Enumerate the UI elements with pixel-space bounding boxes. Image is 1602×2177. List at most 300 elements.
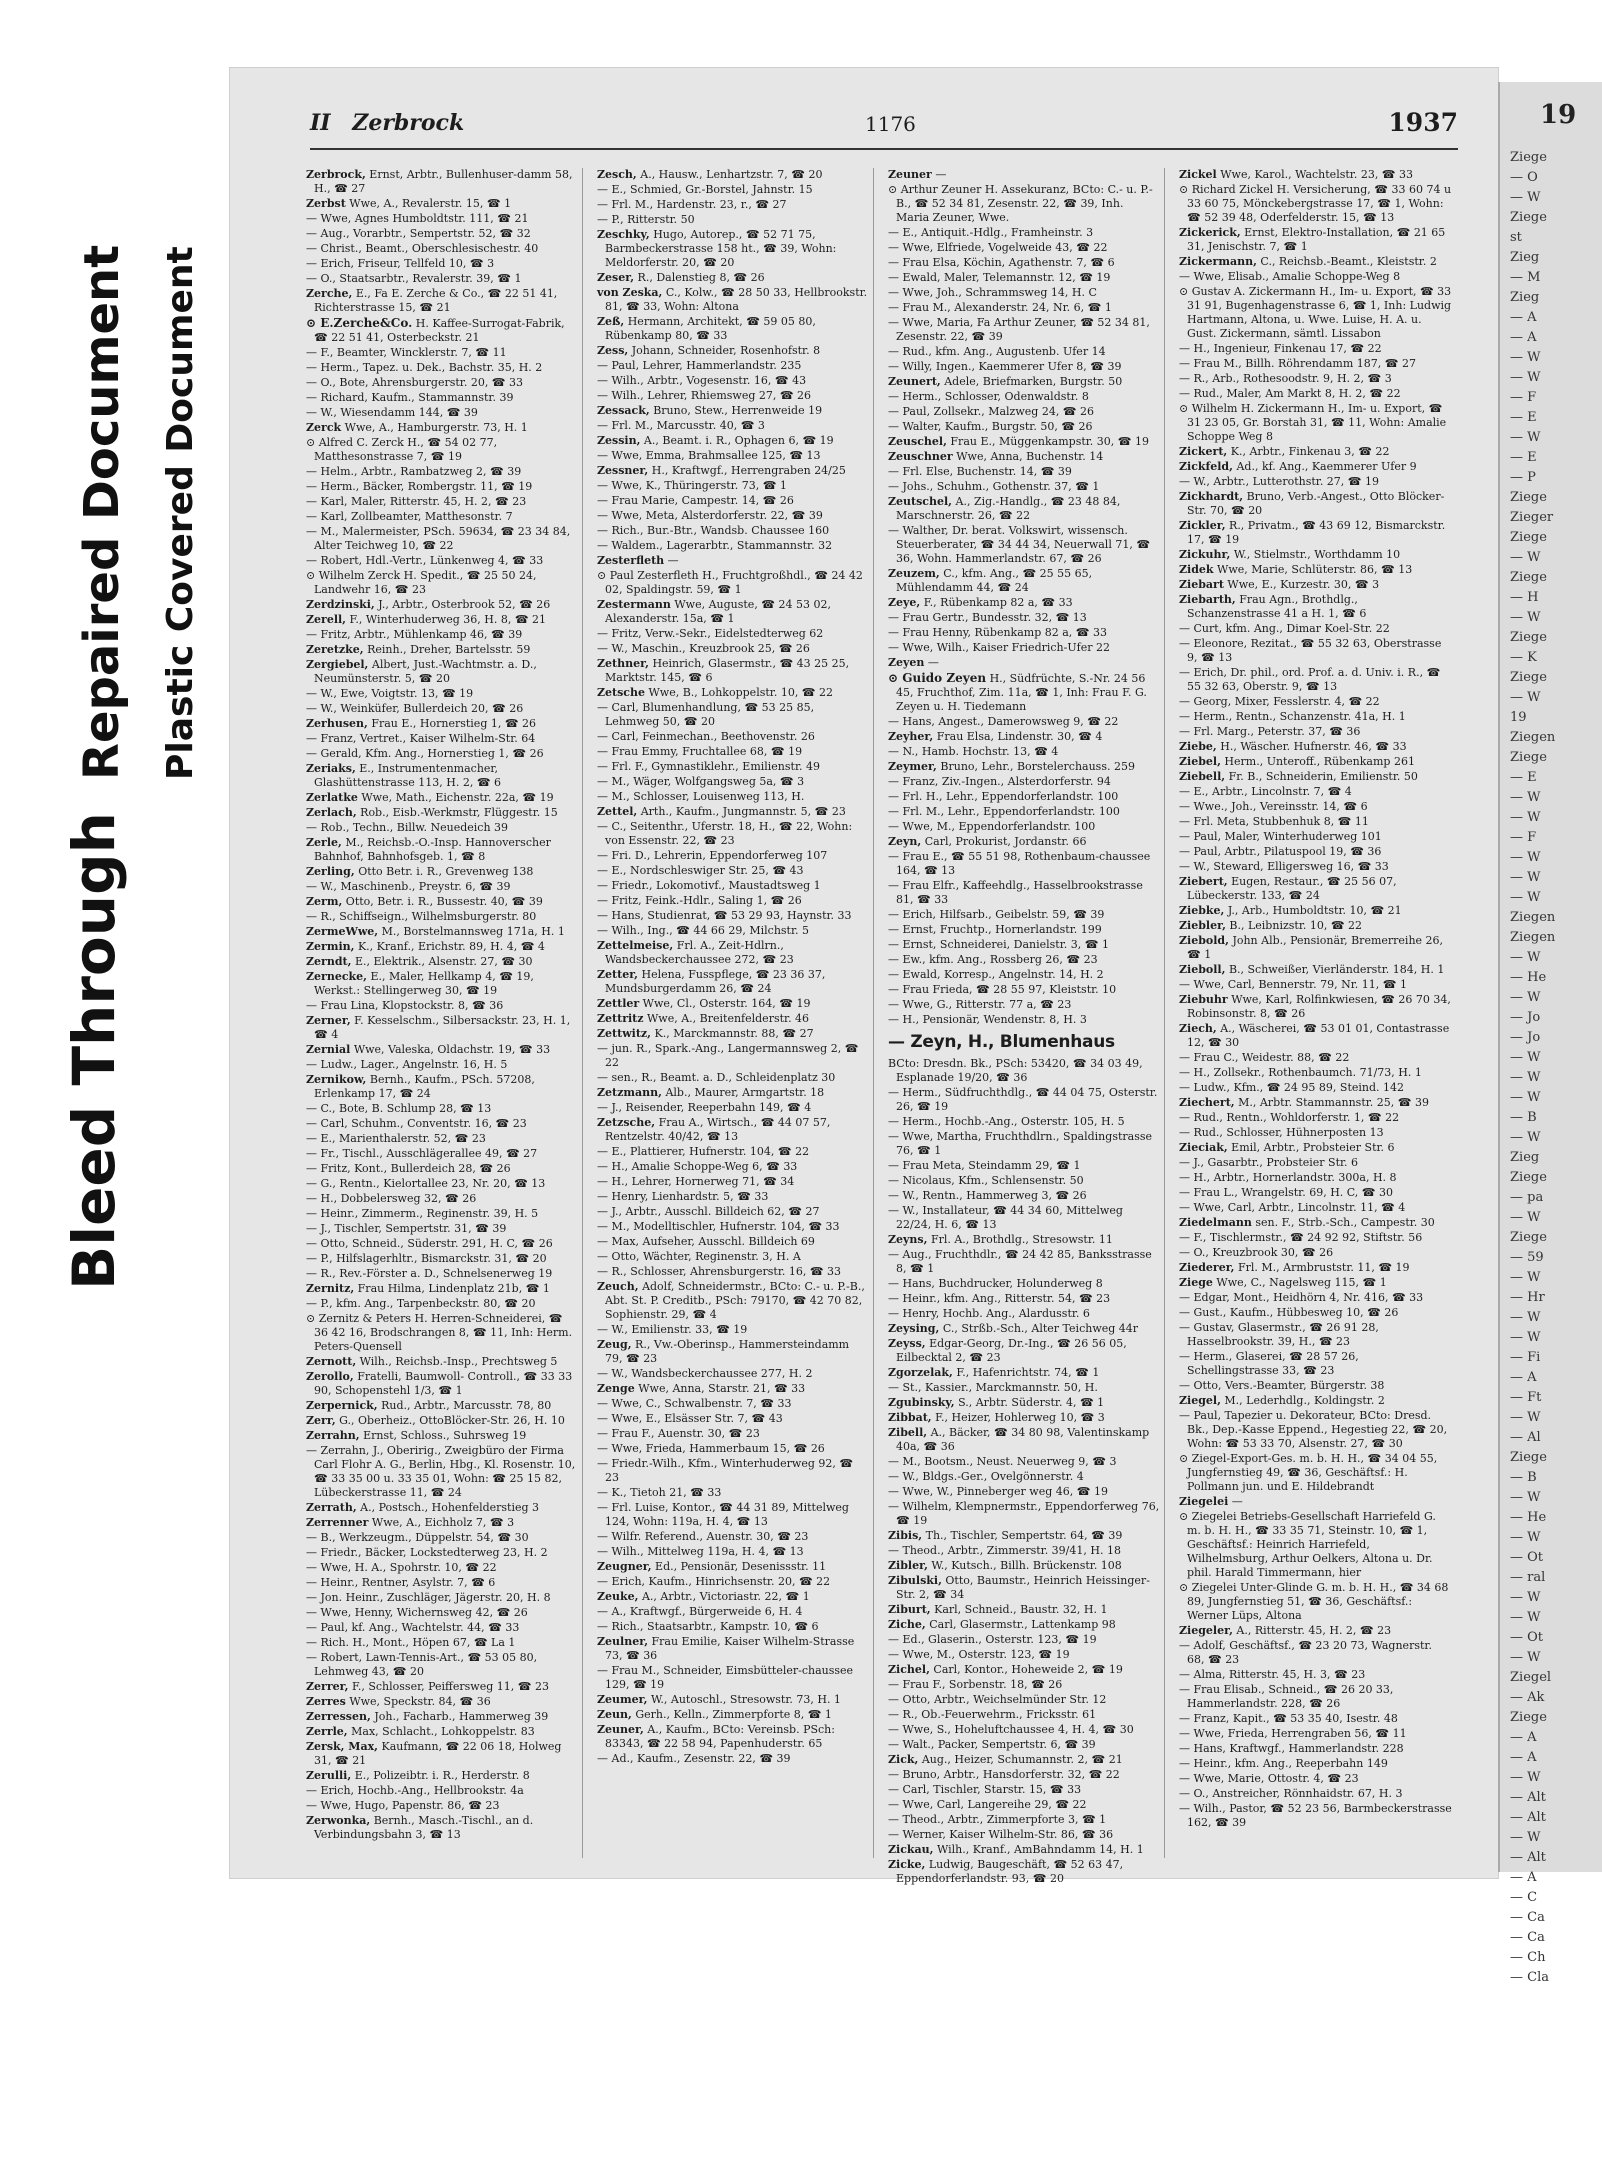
entry-text: — Frl. M., Lehr., Eppendorferlandstr. 100 [888, 805, 1120, 818]
entry-text: — W., Maschin., Kreuzbrook 25, ☎ 26 [597, 642, 810, 655]
adjacent-line: — W [1510, 1530, 1541, 1545]
directory-entry [597, 1205, 869, 1219]
entry-text: H., Kraftwgf., Herrengraben 24/25 [651, 464, 846, 477]
directory-entry [1179, 183, 1452, 225]
bleed-through-stamp: Bleed Through [60, 812, 128, 1290]
entry-text: Gerh., Kelln., Zimmerpforte 8, ☎ 1 [635, 1708, 832, 1721]
entry-text: — Frau E., ☎ 55 51 98, Rothenbaum-chaussee 164, ☎ 13 [888, 850, 1151, 877]
directory-entry [888, 790, 1160, 804]
adjacent-line: — Ch [1510, 1950, 1546, 1965]
directory-entry [888, 730, 1160, 744]
directory-entry [306, 747, 578, 761]
entry-text: — Erich, Friseur, Tellfeld 10, ☎ 3 [306, 257, 495, 270]
adjacent-line: 19 [1510, 710, 1527, 725]
directory-entry [306, 658, 578, 686]
directory-entry [1179, 1742, 1452, 1756]
directory-entry [306, 598, 578, 612]
entry-text: — Friedr.-Wilh., Kfm., Winterhuderweg 92, ☎ 23 [597, 1457, 854, 1484]
entry-text: — P., kfm. Ang., Tarpenbeckstr. 80, ☎ 20 [306, 1297, 536, 1310]
adjacent-line: — W [1510, 1490, 1541, 1505]
entry-text: — Heinr., Zimmerm., Reginenstr. 39, H. 5 [306, 1207, 539, 1220]
directory-entry [597, 494, 869, 508]
directory-entry [888, 241, 1160, 255]
directory-entry [597, 389, 869, 403]
directory-entry [1179, 1081, 1452, 1095]
entry-text: — W., Installateur, ☎ 44 34 60, Mittelweg 22/24, H. 6, ☎ 13 [888, 1204, 1123, 1231]
entry-text: — Wwe, E., Elsässer Str. 7, ☎ 43 [597, 1412, 783, 1425]
entry-name: Ziche, [888, 1618, 926, 1631]
entry-text: Wwe, A., Hamburgerstr. 73, H. 1 [344, 421, 528, 434]
adjacent-line: — B [1510, 1470, 1537, 1485]
entry-name: Zeumer, [597, 1693, 648, 1706]
directory-entry [597, 909, 869, 923]
directory-entry [888, 1159, 1160, 1173]
entry-text: — Frau L., Wrangelstr. 69, H. C, ☎ 30 [1179, 1186, 1394, 1199]
directory-entry [306, 1444, 578, 1500]
entry-text: — Franz, Ziv.-Ingen., Alsterdorferstr. 94 [888, 775, 1111, 788]
entry-text: F., Hafenrichtstr. 74, ☎ 1 [956, 1366, 1100, 1379]
entry-text: E., Fa E. Zerche & Co., ☎ 22 51 41, Richterstrasse 15, ☎ 21 [314, 287, 558, 314]
entry-text: — Herm., Südfruchthdlg., ☎ 44 04 75, Osterstr. 26, ☎ 19 [888, 1086, 1158, 1113]
entry-text: — St., Kassier., Marckmannstr. 50, H. [888, 1381, 1098, 1394]
directory-entry [888, 226, 1160, 240]
entry-text: — Ad., Kaufm., Zesenstr. 22, ☎ 39 [597, 1752, 791, 1765]
entry-text: — Herm., Schlosser, Odenwaldstr. 8 [888, 390, 1089, 403]
directory-entry [597, 434, 869, 448]
directory-entry [888, 656, 1160, 670]
entry-text: — Gust., Kaufm., Hübbesweg 10, ☎ 26 [1179, 1306, 1399, 1319]
adjacent-line: — W [1510, 850, 1541, 865]
entry-name: Zeye, [888, 596, 921, 609]
entry-text: E., Elektrik., Alsenstr. 27, ☎ 30 [354, 955, 533, 968]
directory-entry [597, 1265, 869, 1279]
directory-entry [597, 1560, 869, 1574]
entry-text: — C., Bote, B. Schlump 28, ☎ 13 [306, 1102, 492, 1115]
directory-entry [888, 1663, 1160, 1677]
adjacent-line: — W [1510, 1090, 1541, 1105]
entry-text: — [927, 656, 939, 669]
directory-entry [888, 435, 1160, 449]
entry-text: Wwe, A., Breitenfelderstr. 46 [647, 1012, 810, 1025]
directory-entry [306, 1784, 578, 1798]
entry-text: M., Arbtr. Stammannstr. 25, ☎ 39 [1238, 1096, 1429, 1109]
directory-entry [306, 628, 578, 642]
directory-entry [597, 1708, 869, 1722]
directory-entry [888, 524, 1160, 566]
adjacent-line: — Alt [1510, 1850, 1546, 1865]
entry-text: ⊙ Wilhelm H. Zickermann H., Im- u. Export, ☎ 31 23 05, Gr. Borstah 31, ☎ 11, Wohn: Amalie Schoppe Weg 8 [1179, 402, 1447, 443]
directory-entry [888, 405, 1160, 419]
entry-text: — Wwe, G., Ritterstr. 77 a, ☎ 23 [888, 998, 1072, 1011]
directory-entry [1179, 815, 1452, 829]
directory-entry [1179, 168, 1452, 182]
adjacent-line: — A [1510, 310, 1537, 325]
directory-entry [1179, 1802, 1452, 1830]
entry-name: von Zeska, [597, 286, 663, 299]
entry-name: Zettler [597, 997, 640, 1010]
entry-name: Ziebold, [1179, 934, 1229, 947]
entry-text: — W., Wandsbeckerchaussee 277, H. 2 [597, 1367, 813, 1380]
entry-text: Carl, Prokurist, Jordanstr. 66 [924, 835, 1087, 848]
adjacent-line: Ziege [1510, 670, 1547, 685]
entry-text: — Hans, Buchdrucker, Holunderweg 8 [888, 1277, 1103, 1290]
directory-entry [1179, 770, 1452, 784]
entry-text: — Edgar, Mont., Heidhörn 4, Nr. 416, ☎ 33 [1179, 1291, 1424, 1304]
entry-text: — Paul, Zollsekr., Malzweg 24, ☎ 26 [888, 405, 1095, 418]
entry-name: Zickau, [888, 1843, 934, 1856]
entry-text: E., Maler, Hellkamp 4, ☎ 19, Werkst.: Stellingerweg 30, ☎ 19 [314, 970, 534, 997]
directory-entry [1179, 1712, 1452, 1726]
entry-text: Wilh., Kranf., AmBahndamm 14, H. 1 [936, 1843, 1144, 1856]
directory-entry [597, 1397, 869, 1411]
directory-entry [597, 790, 869, 804]
entry-name: Zesch, [597, 168, 637, 181]
entry-text: Carl, Kontor., Hoheweide 2, ☎ 19 [933, 1663, 1123, 1676]
entry-name: Zerrahn, [306, 1429, 360, 1442]
entry-text: Karl, Schneid., Baustr. 32, H. 1 [934, 1603, 1108, 1616]
entry-name: Zeß, [597, 315, 625, 328]
directory-entry [306, 1267, 578, 1281]
entry-text: — O., Bote, Ahrensburgerstr. 20, ☎ 33 [306, 376, 524, 389]
entry-text: — F., Tischlermstr., ☎ 24 92 92, Stiftstr. 56 [1179, 1231, 1423, 1244]
entry-name: Zergiebel, [306, 658, 369, 671]
directory-entry [888, 450, 1160, 464]
entry-text: — jun. R., Spark.-Ang., Langermannsweg 2, ☎ 22 [597, 1042, 859, 1069]
entry-name: Zerpernick, [306, 1399, 378, 1412]
entry-name: Zeyher, [888, 730, 934, 743]
entry-name: Ziegelei [1179, 1495, 1229, 1508]
entry-text: — Frl. Meta, Stubbenhuk 8, ☎ 11 [1179, 815, 1369, 828]
entry-text: — Frau Marie, Campestr. 14, ☎ 26 [597, 494, 794, 507]
entry-name: Zernial [306, 1043, 351, 1056]
entry-text: Bernh., Kaufm., PSch. 57208, Erlenkamp 17, ☎ 24 [314, 1073, 535, 1100]
entry-text: A., Arbtr., Victoriastr. 22, ☎ 1 [641, 1590, 810, 1603]
directory-entry [306, 865, 578, 879]
entry-text: Bruno, Lehr., Borstelerchauss. 259 [940, 760, 1135, 773]
directory-entry [597, 539, 869, 553]
entry-text: ⊙ Ziegelei Betriebs-Gesellschaft Harriefeld G. m. b. H. H., ☎ 33 35 71, Steinstr. 10, ☎ 1, Geschäftsf.: Heinrich Harriefeld, Wilhelmsburg, Arthur Oelkers, Altona u. Dr. phil. Harald Timmermann, hier [1179, 1510, 1436, 1579]
entry-text: — Ed., Glaserin., Osterstr. 123, ☎ 19 [888, 1633, 1097, 1646]
entry-text: — P., Hilfslagerhltr., Bismarckstr. 31, ☎ 20 [306, 1252, 547, 1265]
entry-text: — Walt., Packer, Sempertstr. 6, ☎ 39 [888, 1738, 1096, 1751]
entry-name: Zeuner, [597, 1723, 644, 1736]
directory-entry [306, 1710, 578, 1724]
entry-text: — Carl, Schuhm., Conventstr. 16, ☎ 23 [306, 1117, 527, 1130]
directory-entry [1179, 993, 1452, 1021]
entry-text: — Wwe, W., Pinneberger weg 46, ☎ 19 [888, 1485, 1108, 1498]
directory-entry [306, 391, 578, 405]
entry-text: W., Kutsch., Billh. Brückenstr. 108 [931, 1559, 1122, 1572]
entry-text: Herm., Unteroff., Rübenkamp 261 [1224, 755, 1415, 768]
adjacent-line: Zieger [1510, 510, 1554, 525]
directory-entry [597, 775, 869, 789]
entry-name: Ziebell, [1179, 770, 1226, 783]
entry-text: — Paul, Tapezier u. Dekorateur, BCto: Dresd. Bk., Dep.-Kasse Eppend., Hegestieg 22, ☎ 20, Wohn: ☎ 53 33 70, Alsenstr. 27, ☎ 30 [1179, 1409, 1448, 1450]
entry-text: — E., Schmied, Gr.-Borstel, Jahnstr. 15 [597, 183, 813, 196]
column-4 [1179, 168, 1456, 1858]
directory-entry [888, 465, 1160, 479]
directory-entry [306, 272, 578, 286]
entry-name: Zeuschner [888, 450, 953, 463]
entry-text: — Jon. Heinr., Zuschläger, Jägerstr. 20, H. 8 [306, 1591, 551, 1604]
entry-text: — Wwe, Carl, Langereihe 29, ☎ 22 [888, 1798, 1087, 1811]
entry-text: Edgar-Georg, Dr.-Ing., ☎ 26 56 05, Eilbecktal 2, ☎ 23 [896, 1337, 1127, 1364]
entry-text: — Gerald, Kfm. Ang., Hornerstieg 1, ☎ 26 [306, 747, 544, 760]
column-1 [306, 168, 583, 1858]
directory-entry [306, 1516, 578, 1530]
directory-entry [597, 864, 869, 878]
entry-text: — H., Arbtr., Hornerlandstr. 300a, H. 8 [1179, 1171, 1397, 1184]
entry-text: — Rud., kfm. Ang., Augustenb. Ufer 14 [888, 345, 1106, 358]
directory-entry [306, 791, 578, 805]
directory-entry [888, 850, 1160, 878]
directory-entry [597, 760, 869, 774]
directory-entry [306, 316, 578, 345]
entry-text: — Rud., Maler, Am Markt 8, H. 2, ☎ 22 [1179, 387, 1401, 400]
directory-entry [306, 1651, 578, 1679]
directory-entry [888, 1322, 1160, 1336]
entry-text: H., Südfrüchte, S.-Nr. 24 56 45, Fruchthof, Zim. 11a, ☎ 1, Inh: Frau F. G. Zeyen u. H. Tiedemann [896, 672, 1147, 713]
entry-text: Wilh., Reichsb.-Insp., Prechtsweg 5 [359, 1355, 558, 1368]
directory-entry [888, 1013, 1160, 1027]
entry-name: Ziebe, [1179, 740, 1217, 753]
entry-name: Zerr, [306, 1414, 336, 1427]
adjacent-line: Ziegen [1510, 730, 1556, 745]
entry-text: — H., Lehrer, Hornerweg 71, ☎ 34 [597, 1175, 795, 1188]
entry-text: — Wwe, Joh., Schrammsweg 14, H. C [888, 286, 1097, 299]
directory-entry [597, 315, 869, 343]
directory-entry [1179, 1141, 1452, 1155]
directory-entry [888, 1248, 1160, 1276]
directory-entry [888, 611, 1160, 625]
directory-entry [597, 1160, 869, 1174]
directory-entry [888, 641, 1160, 655]
directory-entry [597, 1116, 869, 1144]
directory-entry [888, 183, 1160, 225]
directory-entry [888, 1544, 1160, 1558]
entry-text: — O., Staatsarbtr., Revalerstr. 39, ☎ 1 [306, 272, 522, 285]
directory-entry [597, 198, 869, 212]
entry-text: — J., Arbtr., Ausschl. Billdeich 62, ☎ 27 [597, 1205, 820, 1218]
directory-entry [888, 596, 1160, 610]
entry-text: — M., Schlosser, Louisenweg 113, H. [597, 790, 805, 803]
entry-text: — Wwe, K., Thüringerstr. 73, ☎ 1 [597, 479, 787, 492]
directory-entry [1179, 919, 1452, 933]
directory-entry [597, 598, 869, 626]
directory-entry [597, 745, 869, 759]
directory-entry [888, 671, 1160, 714]
entry-name: Zeyn, [888, 835, 922, 848]
entry-text: A., Bäcker, ☎ 34 80 98, Valentinskamp 40a, ☎ 36 [896, 1426, 1150, 1453]
entry-name: Zicke, [888, 1858, 926, 1871]
entry-name: Zerdzinski, [306, 598, 375, 611]
directory-entry [597, 1635, 869, 1663]
directory-entry [1179, 1201, 1452, 1215]
directory-entry [597, 1427, 869, 1441]
directory-entry [597, 1220, 869, 1234]
entry-text: — Rob., Techn., Billw. Neuedeich 39 [306, 821, 509, 834]
entry-text: — Wilh., Pastor, ☎ 52 23 56, Barmbeckerstrasse 162, ☎ 39 [1179, 1802, 1452, 1829]
directory-entry [306, 1769, 578, 1783]
entry-name: ⊙ Guido Zeyen [888, 671, 987, 685]
entry-text: — Frau Frieda, ☎ 28 55 97, Kleiststr. 10 [888, 983, 1117, 996]
entry-text: M., Reichsb.-O.-Insp. Hannoverscher Bahnhof, Bahnhofsgeb. 1, ☎ 8 [314, 836, 551, 863]
entry-text: K., Arbtr., Finkenau 3, ☎ 22 [1230, 445, 1390, 458]
entry-name: Zeugner, [597, 1560, 652, 1573]
entry-name: Ziegel, [1179, 1394, 1221, 1407]
entry-name: Zetzmann, [597, 1086, 662, 1099]
entry-name: Zernott, [306, 1355, 357, 1368]
entry-text: — J., Gasarbtr., Probsteier Str. 6 [1179, 1156, 1359, 1169]
directory-entry [1179, 1757, 1452, 1771]
adjacent-line: — W [1510, 690, 1541, 705]
entry-name: Zeun, [597, 1708, 632, 1721]
directory-entry [1179, 1452, 1452, 1494]
entry-text: — Erich, Hochb.-Ang., Hellbrookstr. 4a [306, 1784, 524, 1797]
entry-text: Wwe, Math., Eichenstr. 22a, ☎ 19 [361, 791, 554, 804]
directory-entry [306, 1192, 578, 1206]
entry-text: — Theod., Arbtr., Zimmerpforte 3, ☎ 1 [888, 1813, 1107, 1826]
entry-text: E., Instrumentenmacher, Glashüttenstrasse 113, H. 2, ☎ 6 [314, 762, 502, 789]
entry-text: — M., Malermeister, PSch. 59634, ☎ 23 34 84, Alter Teichweg 10, ☎ 22 [306, 525, 571, 552]
directory-entry [306, 1695, 578, 1709]
directory-entry [306, 421, 578, 435]
entry-name: Ziederer, [1179, 1261, 1235, 1274]
adjacent-line: — A [1510, 1870, 1537, 1885]
directory-entry [597, 1412, 869, 1426]
entry-text: Hugo, Autorep., ☎ 52 71 75, Barmbeckerstrasse 158 ht., ☎ 39, Wohn: Meldorferstr. 20, ☎ 20 [605, 228, 837, 269]
entry-text: ⊙ Wilhelm Zerck H. Spedit., ☎ 25 50 24, Landwehr 16, ☎ 23 [306, 569, 537, 596]
entry-text: Otto, Baumstr., Heinrich Heissinger-Str. 2, ☎ 34 [896, 1574, 1150, 1601]
entry-text: F., Rübenkamp 82 a, ☎ 33 [923, 596, 1073, 609]
entry-name: Zernecke, [306, 970, 367, 983]
entry-name: Zieciak, [1179, 1141, 1228, 1154]
directory-entry [306, 1606, 578, 1620]
entry-name: Zibell, [888, 1426, 928, 1439]
directory-entry [306, 1414, 578, 1428]
entry-text: — Paul, kf. Ang., Wachtelstr. 44, ☎ 33 [306, 1621, 520, 1634]
directory-entry [306, 940, 578, 954]
adjacent-line: — W [1510, 790, 1541, 805]
entry-text: — R., Schiffseign., Wilhelmsburgerstr. 80 [306, 910, 537, 923]
entry-name: Zerulli, [306, 1769, 352, 1782]
directory-entry [597, 997, 869, 1011]
entry-text: — Heinr., Rentner, Asylstr. 7, ☎ 6 [306, 1576, 496, 1589]
column-3 [888, 168, 1165, 1885]
entry-text: — Helm., Arbtr., Rambatzweg 2, ☎ 39 [306, 465, 522, 478]
entry-text: — Rud., Schlosser, Hühnerposten 13 [1179, 1126, 1384, 1139]
directory-entry [306, 525, 578, 553]
entry-text: BCto: Dresdn. Bk., PSch: 53420, ☎ 34 03 49, Esplanade 19/20, ☎ 36 [888, 1057, 1143, 1084]
entry-name: Zetter, [597, 968, 639, 981]
column-2 [597, 168, 874, 1858]
adjacent-line: Zieg [1510, 1150, 1540, 1165]
directory-entry [888, 1828, 1160, 1842]
directory-entry [1179, 402, 1452, 444]
adjacent-line: — pa [1510, 1190, 1544, 1205]
directory-entry [888, 923, 1160, 937]
directory-entry [1179, 1510, 1452, 1580]
entry-text: — Walter, Kaufm., Burgstr. 50, ☎ 26 [888, 420, 1093, 433]
entry-text: — Wwe, H. A., Spohrstr. 10, ☎ 22 [306, 1561, 497, 1574]
adjacent-line: — B [1510, 1110, 1537, 1125]
entry-text: — Walther, Dr. berat. Volkswirt, wissensch. Steuerberater, ☎ 34 44 34, Neuerwall 71, ☎ 36, Wohn. Hammerlandstr. 67, ☎ 26 [888, 524, 1151, 565]
entry-text: Max, Schlacht., Lohkoppelstr. 83 [351, 1725, 535, 1738]
directory-entry [597, 271, 869, 285]
entry-text: — Frau C., Weidestr. 88, ☎ 22 [1179, 1051, 1350, 1064]
directory-entry [888, 1396, 1160, 1410]
entry-name: Ziechert, [1179, 1096, 1235, 1109]
entry-text: Frau Elsa, Lindenstr. 30, ☎ 4 [936, 730, 1103, 743]
directory-entry [1179, 270, 1452, 284]
entry-text: — H., Zollsekr., Rothenbaumch. 71/73, H. 1 [1179, 1066, 1422, 1079]
adjacent-line: — Ak [1510, 1690, 1545, 1705]
entry-name: Zerrle, [306, 1725, 348, 1738]
directory-entry [888, 835, 1160, 849]
directory-entry [306, 495, 578, 509]
entry-name: Zickuhr, [1179, 548, 1231, 561]
directory-entry [306, 1207, 578, 1221]
adjacent-line: — Ot [1510, 1550, 1544, 1565]
entry-text: — Adolf, Geschäftsf., ☎ 23 20 73, Wagnerstr. 68, ☎ 23 [1179, 1639, 1432, 1666]
entry-name: Zidek [1179, 563, 1214, 576]
directory-entry [306, 227, 578, 241]
directory-entry [306, 1058, 578, 1072]
directory-entry [597, 820, 869, 848]
entry-name: Zibbat, [888, 1411, 932, 1424]
entry-name: Zgorzelak, [888, 1366, 953, 1379]
directory-entry [888, 375, 1160, 389]
directory-entry [888, 1189, 1160, 1203]
directory-entry [597, 1605, 869, 1619]
directory-entry [597, 1071, 869, 1085]
entry-text: — Robert, Hdl.-Vertr., Lünkenweg 4, ☎ 33 [306, 554, 544, 567]
directory-entry [597, 344, 869, 358]
entry-text: — Henry, Hochb. Ang., Alardusstr. 6 [888, 1307, 1090, 1320]
entry-text: — Zerrahn, J., Oberirig., Zweigbüro der Firma Carl Flohr A. G., Berlin, Hbg., Kl. Rosenstr. 10, ☎ 33 35 00 u. 33 35 01, Wohn: ☎ 25 15 82, Lübeckerstrasse 11, ☎ 24 [306, 1444, 576, 1499]
entry-text: — H., Pensionär, Wendenstr. 8, H. 3 [888, 1013, 1087, 1026]
entry-text: — Eleonore, Rezitat., ☎ 55 32 63, Oberstrasse 9, ☎ 13 [1179, 637, 1442, 664]
adjacent-line: — W [1510, 1270, 1541, 1285]
entry-text: — R., Ob.-Feuerwehrm., Fricksstr. 61 [888, 1708, 1097, 1721]
directory-entry [597, 228, 869, 270]
directory-entry [1179, 755, 1452, 769]
entry-name: Zessack, [597, 404, 650, 417]
entry-text: H. Kaffee-Surrogat-Fabrik, ☎ 22 51 41, Osterbeckstr. 21 [314, 317, 565, 344]
directory-entry [306, 257, 578, 271]
entry-text: Frl. A., Brothdlg., Stresowstr. 11 [930, 1233, 1113, 1246]
directory-entry [306, 1312, 578, 1354]
entry-text: A., Zig.-Handlg., ☎ 23 48 84, Marschnerstr. 26, ☎ 22 [896, 495, 1121, 522]
entry-text: Frau E., Hornerstieg 1, ☎ 26 [371, 717, 537, 730]
entry-text: Frl. A., Zeit-Hdlrn., Wandsbeckerchaussee 272, ☎ 23 [605, 939, 794, 966]
entry-text: — Wwe, M., Osterstr. 123, ☎ 19 [888, 1648, 1070, 1661]
directory-entry [1179, 226, 1452, 254]
directory-entry [1179, 845, 1452, 859]
directory-entry [1179, 1186, 1452, 1200]
directory-entry [306, 613, 578, 627]
entry-text: — Hans, Angest., Damerowsweg 9, ☎ 22 [888, 715, 1119, 728]
directory-entry [888, 1693, 1160, 1707]
directory-entry [1179, 622, 1452, 636]
directory-entry [1179, 357, 1452, 371]
directory-entry [888, 1470, 1160, 1484]
entry-text: Reinh., Dreher, Bartelsstr. 59 [367, 643, 531, 656]
entry-text: A., Postsch., Hohenfelderstieg 3 [360, 1501, 540, 1514]
entry-text: Frau Emilie, Kaiser Wilhelm-Strasse 73, ☎ 36 [605, 1635, 855, 1662]
directory-entry [1179, 785, 1452, 799]
directory-entry [597, 849, 869, 863]
